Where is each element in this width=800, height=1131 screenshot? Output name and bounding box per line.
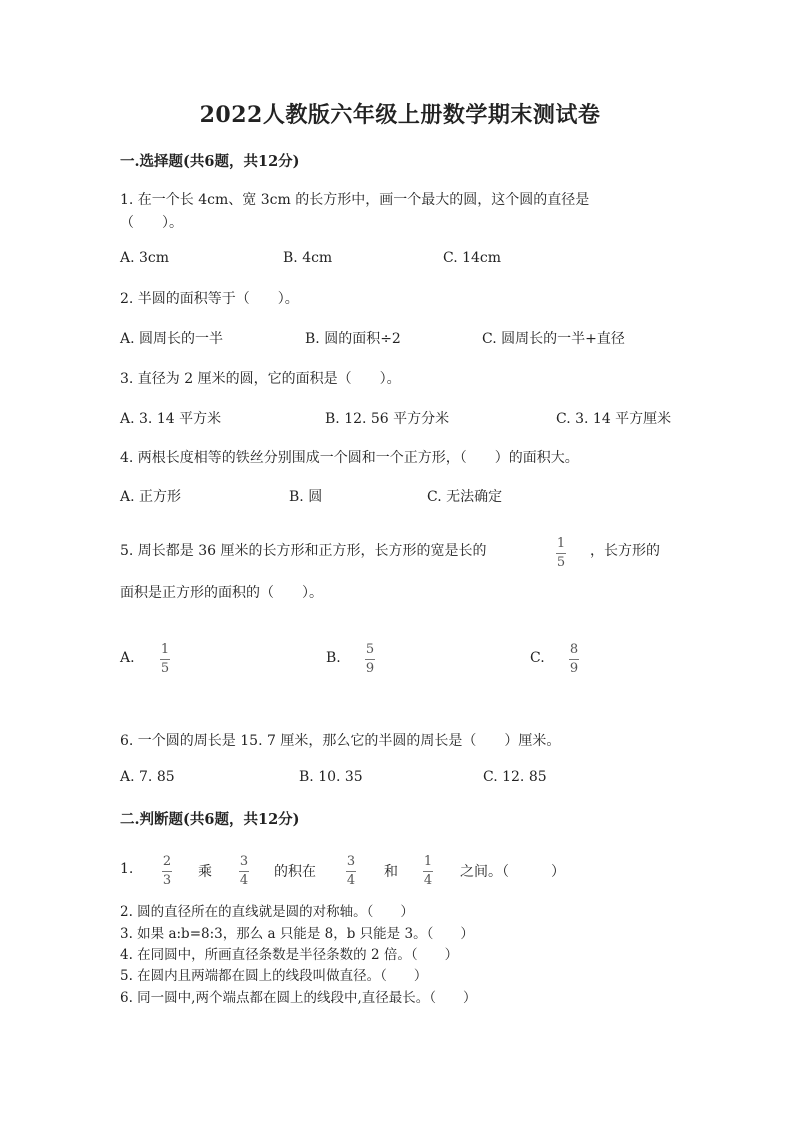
fraction-bar — [162, 871, 172, 872]
judgement-1-fraction-1 — [162, 854, 172, 889]
question-5-option-c-label: C. — [530, 650, 545, 666]
section-heading-judgement: 二.判断题(共6题，共12分) — [120, 811, 300, 828]
question-1-text-cont: （ ）。 — [120, 215, 183, 231]
fraction-numerator: 3 — [346, 854, 356, 869]
question-2-option-c: C. 圆周长的一半+直径 — [482, 331, 625, 347]
question-5-option-c-fraction — [569, 642, 579, 677]
question-4-option-a: A. 正方形 — [120, 489, 182, 505]
judgement-1-word-and: 和 — [384, 864, 398, 880]
question-6-option-a: A. 7. 85 — [120, 769, 175, 785]
question-4-option-c: C. 无法确定 — [427, 489, 503, 505]
section-heading-choice: 一.选择题(共6题，共12分) — [120, 153, 300, 170]
question-5-option-b-label: B. — [326, 650, 341, 666]
question-1-option-a: A. 3cm — [120, 250, 170, 266]
fraction-denominator: 4 — [239, 873, 249, 888]
fraction-bar — [423, 871, 433, 872]
question-1-text: 1. 在一个长 4cm、宽 3cm 的长方形中，画一个最大的圆，这个圆的直径是 — [120, 192, 590, 208]
judgement-1-fraction-4 — [423, 854, 433, 889]
question-5-option-a-fraction — [160, 642, 170, 677]
question-4-option-b: B. 圆 — [289, 489, 323, 505]
fraction-denominator: 4 — [423, 873, 433, 888]
fraction-bar — [160, 659, 170, 660]
question-1-option-c: C. 14cm — [443, 250, 502, 266]
fraction-denominator: 5 — [160, 661, 170, 676]
question-1-option-b: B. 4cm — [283, 250, 333, 266]
fraction-bar — [569, 659, 579, 660]
fraction-numerator: 1 — [160, 642, 170, 657]
judgement-5: 5. 在圆内且两端都在圆上的线段叫做直径。（ ） — [120, 968, 428, 984]
fraction-bar — [346, 871, 356, 872]
fraction-numerator: 3 — [239, 854, 249, 869]
question-2-text: 2. 半圆的面积等于（ ）。 — [120, 291, 299, 307]
question-4-text: 4. 两根长度相等的铁丝分别围成一个圆和一个正方形，（ ）的面积大。 — [120, 450, 579, 466]
question-6-option-b: B. 10. 35 — [299, 769, 363, 785]
question-6-option-c: C. 12. 85 — [483, 769, 547, 785]
judgement-1-fraction-2 — [239, 854, 249, 889]
question-6-text: 6. 一个圆的周长是 15. 7 厘米，那么它的半圆的周长是（ ）厘米。 — [120, 733, 561, 749]
fraction-numerator: 8 — [569, 642, 579, 657]
question-3-option-c: C. 3. 14 平方厘米 — [556, 411, 672, 427]
question-5-text-cont: 面积是正方形的面积的（ ）。 — [120, 585, 323, 601]
question-5-option-a-label: A. — [120, 650, 135, 666]
fraction-denominator: 9 — [365, 661, 375, 676]
judgement-1-word-multiply: 乘 — [198, 864, 212, 880]
fraction-denominator: 9 — [569, 661, 579, 676]
fraction-numerator: 1 — [556, 536, 566, 551]
judgement-3: 3. 如果 a:b=8:3，那么 a 只能是 8，b 只能是 3。（ ） — [120, 926, 474, 942]
fraction-denominator: 3 — [162, 873, 172, 888]
judgement-1-word-product: 的积在 — [274, 864, 316, 880]
fraction-numerator: 1 — [423, 854, 433, 869]
judgement-1-word-between: 之间。（ ） — [460, 864, 565, 880]
fraction-bar — [365, 659, 375, 660]
fraction-bar — [239, 871, 249, 872]
question-3-text: 3. 直径为 2 厘米的圆，它的面积是（ ）。 — [120, 371, 401, 387]
question-5-option-b-fraction — [365, 642, 375, 677]
judgement-1-fraction-3 — [346, 854, 356, 889]
question-2-option-a: A. 圆周长的一半 — [120, 331, 224, 347]
fraction-denominator: 5 — [556, 555, 566, 570]
fraction-numerator: 5 — [365, 642, 375, 657]
fraction-denominator: 4 — [346, 873, 356, 888]
question-5-fraction — [556, 536, 566, 571]
fraction-numerator: 2 — [162, 854, 172, 869]
question-3-option-a: A. 3. 14 平方米 — [120, 411, 222, 427]
judgement-1-number: 1. — [120, 861, 134, 877]
fraction-bar — [556, 553, 566, 554]
question-5-text: 5. 周长都是 36 厘米的长方形和正方形，长方形的宽是长的 — [120, 543, 487, 559]
question-3-option-b: B. 12. 56 平方分米 — [325, 411, 450, 427]
judgement-6: 6. 同一圆中,两个端点都在圆上的线段中,直径最长。（ ） — [120, 990, 477, 1006]
judgement-4: 4. 在同圆中，所画直径条数是半径条数的 2 倍。（ ） — [120, 947, 459, 963]
question-5-text-b: ，长方形的 — [590, 543, 660, 559]
question-2-option-b: B. 圆的面积÷2 — [305, 331, 401, 347]
page-title: 2022人教版六年级上册数学期末测试卷 — [199, 102, 601, 128]
judgement-2: 2. 圆的直径所在的直线就是圆的对称轴。（ ） — [120, 904, 414, 920]
